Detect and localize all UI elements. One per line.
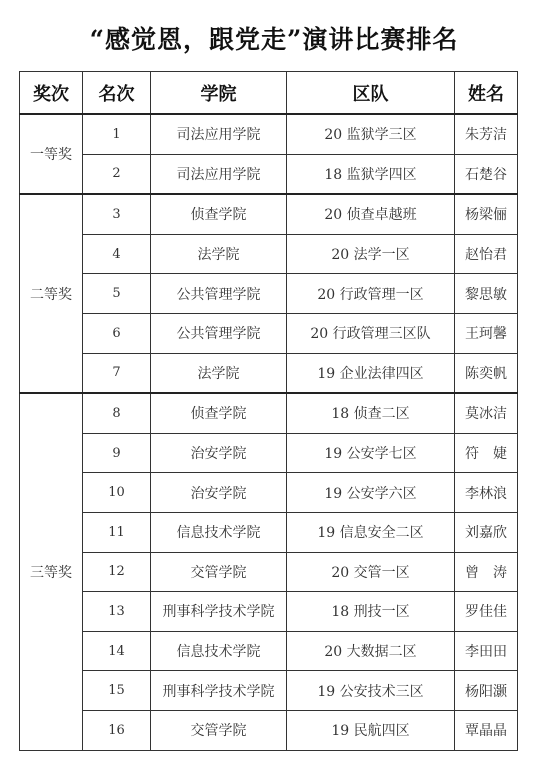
name-cell: 莫冰洁 bbox=[455, 393, 518, 433]
table-row bbox=[20, 592, 518, 632]
name-cell: 覃晶晶 bbox=[455, 710, 518, 750]
college-cell: 侦查学院 bbox=[151, 393, 287, 433]
rank-cell: 15 bbox=[83, 671, 151, 711]
name-cell: 杨阳灏 bbox=[455, 671, 518, 711]
rank-cell: 13 bbox=[83, 592, 151, 632]
team-cell: 19 公安学七区 bbox=[287, 433, 455, 473]
rank-cell: 3 bbox=[83, 194, 151, 234]
award-cell: 二等奖 bbox=[20, 194, 83, 393]
college-cell: 交管学院 bbox=[151, 552, 287, 592]
college-cell: 侦查学院 bbox=[151, 194, 287, 234]
team-cell: 20 交管一区 bbox=[287, 552, 455, 592]
team-cell: 19 企业法律四区 bbox=[287, 353, 455, 393]
college-cell: 公共管理学院 bbox=[151, 313, 287, 353]
table-row bbox=[20, 114, 518, 154]
table-row bbox=[20, 234, 518, 274]
team-cell: 20 侦查卓越班 bbox=[287, 194, 455, 234]
name-cell: 黎思敏 bbox=[455, 274, 518, 314]
header-row bbox=[20, 72, 518, 115]
name-cell: 陈奕帆 bbox=[455, 353, 518, 393]
name-cell: 赵怡君 bbox=[455, 234, 518, 274]
team-cell: 19 民航四区 bbox=[287, 710, 455, 750]
table-row bbox=[20, 393, 518, 433]
team-cell: 18 刑技一区 bbox=[287, 592, 455, 632]
name-cell: 杨梁俪 bbox=[455, 194, 518, 234]
college-cell: 司法应用学院 bbox=[151, 154, 287, 194]
rank-cell: 10 bbox=[83, 473, 151, 513]
rank-cell: 6 bbox=[83, 313, 151, 353]
team-cell: 20 大数据二区 bbox=[287, 631, 455, 671]
table-row bbox=[20, 710, 518, 750]
award-cell: 一等奖 bbox=[20, 114, 83, 194]
team-cell: 18 监狱学四区 bbox=[287, 154, 455, 194]
name-cell: 王珂馨 bbox=[455, 313, 518, 353]
rank-cell: 7 bbox=[83, 353, 151, 393]
team-cell: 18 侦查二区 bbox=[287, 393, 455, 433]
rank-cell: 4 bbox=[83, 234, 151, 274]
college-cell: 法学院 bbox=[151, 353, 287, 393]
table-header bbox=[20, 72, 518, 115]
name-cell: 符 婕 bbox=[455, 433, 518, 473]
name-cell: 李林浪 bbox=[455, 473, 518, 513]
college-cell: 公共管理学院 bbox=[151, 274, 287, 314]
name-cell: 李田田 bbox=[455, 631, 518, 671]
table-row bbox=[20, 194, 518, 234]
rank-cell: 8 bbox=[83, 393, 151, 433]
table-row bbox=[20, 671, 518, 711]
table-row bbox=[20, 631, 518, 671]
rank-cell: 11 bbox=[83, 512, 151, 552]
header-college: 学院 bbox=[151, 72, 287, 115]
college-cell: 信息技术学院 bbox=[151, 631, 287, 671]
table-row bbox=[20, 473, 518, 513]
table-row bbox=[20, 353, 518, 393]
name-cell: 刘嘉欣 bbox=[455, 512, 518, 552]
table-row bbox=[20, 512, 518, 552]
name-cell: 罗佳佳 bbox=[455, 592, 518, 632]
name-cell: 曾 涛 bbox=[455, 552, 518, 592]
rank-cell: 9 bbox=[83, 433, 151, 473]
team-cell: 19 公安技术三区 bbox=[287, 671, 455, 711]
table-row bbox=[20, 274, 518, 314]
rank-cell: 12 bbox=[83, 552, 151, 592]
college-cell: 法学院 bbox=[151, 234, 287, 274]
name-cell: 石楚谷 bbox=[455, 154, 518, 194]
table-row bbox=[20, 433, 518, 473]
header-rank: 名次 bbox=[83, 72, 151, 115]
team-cell: 20 行政管理三区队 bbox=[287, 313, 455, 353]
college-cell: 治安学院 bbox=[151, 473, 287, 513]
header-award: 奖次 bbox=[20, 72, 83, 115]
team-cell: 20 行政管理一区 bbox=[287, 274, 455, 314]
team-cell: 20 监狱学三区 bbox=[287, 114, 455, 154]
header-name: 姓名 bbox=[455, 72, 518, 115]
college-cell: 治安学院 bbox=[151, 433, 287, 473]
header-team: 区队 bbox=[287, 72, 455, 115]
rank-cell: 5 bbox=[83, 274, 151, 314]
team-cell: 19 公安学六区 bbox=[287, 473, 455, 513]
table-body bbox=[20, 114, 518, 750]
college-cell: 信息技术学院 bbox=[151, 512, 287, 552]
college-cell: 刑事科学技术学院 bbox=[151, 671, 287, 711]
name-cell: 朱芳洁 bbox=[455, 114, 518, 154]
rank-cell: 16 bbox=[83, 710, 151, 750]
college-cell: 司法应用学院 bbox=[151, 114, 287, 154]
college-cell: 交管学院 bbox=[151, 710, 287, 750]
team-cell: 20 法学一区 bbox=[287, 234, 455, 274]
table-row bbox=[20, 552, 518, 592]
college-cell: 刑事科学技术学院 bbox=[151, 592, 287, 632]
award-cell: 三等奖 bbox=[20, 393, 83, 750]
team-cell: 19 信息安全二区 bbox=[287, 512, 455, 552]
document-title: “感觉恩，跟党走”演讲比赛排名 bbox=[89, 25, 459, 54]
ranking-table bbox=[19, 71, 518, 751]
rank-cell: 2 bbox=[83, 154, 151, 194]
rank-cell: 1 bbox=[83, 114, 151, 154]
table-row bbox=[20, 154, 518, 194]
rank-cell: 14 bbox=[83, 631, 151, 671]
table-row bbox=[20, 313, 518, 353]
